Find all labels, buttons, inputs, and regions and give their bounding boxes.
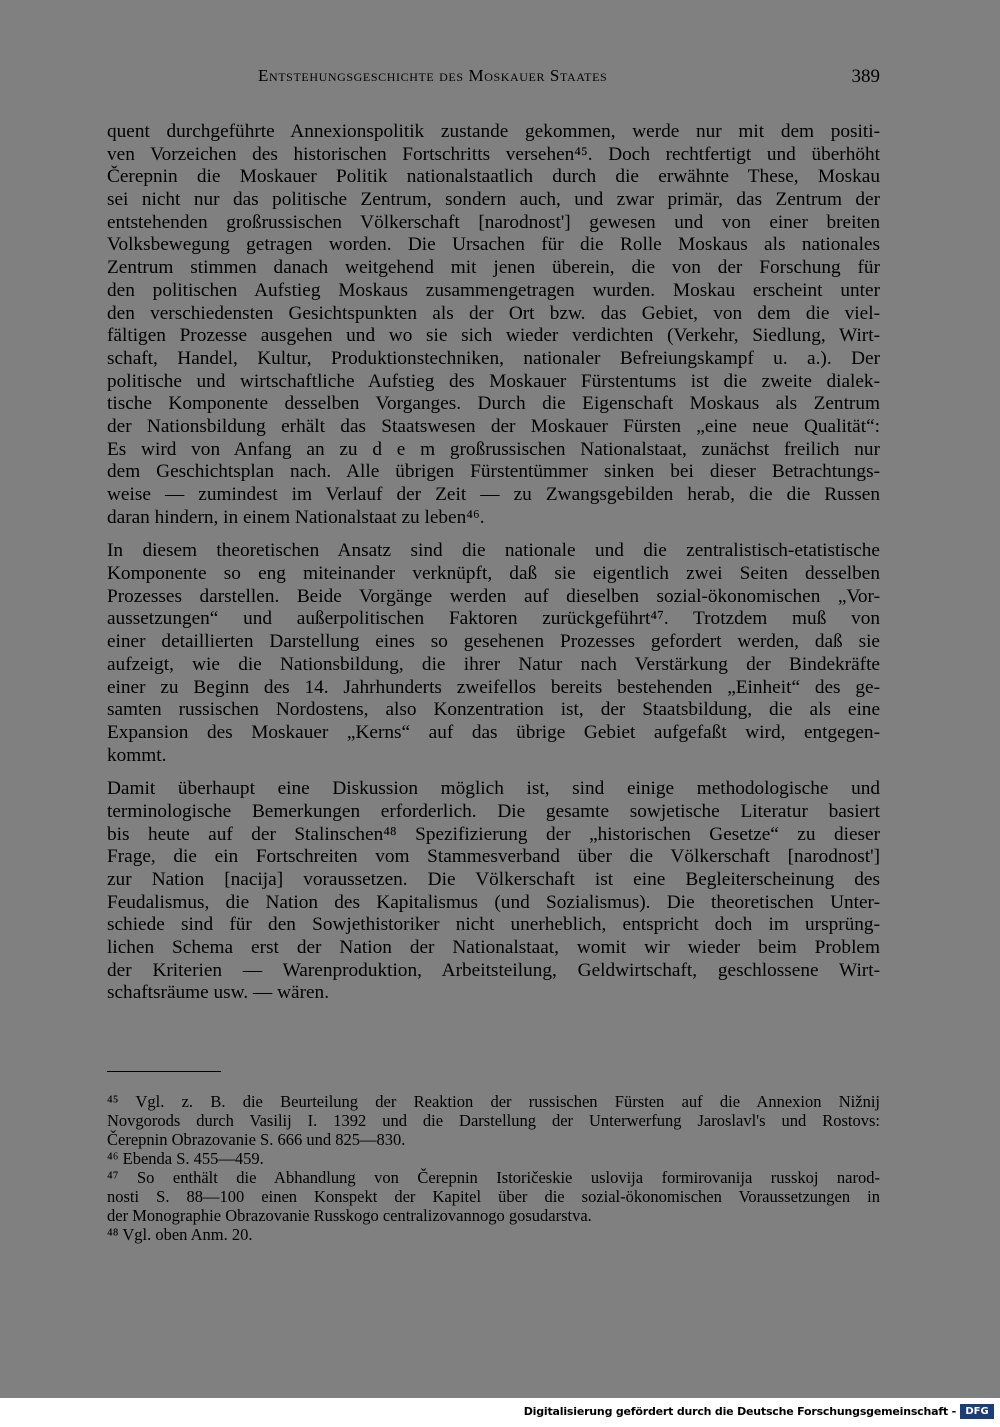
footnote-line: ⁴⁶ Ebenda S. 455—459. (107, 1149, 264, 1168)
text-line: Komponente so eng miteinander verknüpft, daß sie eigentlich zwei Seiten desselben (107, 563, 880, 585)
page-number: 389 (851, 66, 880, 87)
text-line: In diesem theoretischen Ansatz sind die nationale und die zentralistisch-etatistische (107, 540, 880, 562)
text-line: politische und wirtschaftliche Aufstieg des Moskauer Fürstentums ist die zweite dialek- (107, 370, 880, 392)
body-text (107, 121, 880, 1016)
running-header (258, 66, 880, 94)
text-line: terminologische Bemerkungen erforderlich. Die gesamte sowjetische Literatur basiert (107, 800, 880, 822)
text-line: Expansion des Moskauer „Kerns“ auf das übrige Gebiet aufgefaßt wird, entgegen- (107, 721, 880, 743)
text-line: Volksbewegung getragen worden. Die Ursachen für die Rolle Moskaus als nationales (107, 234, 880, 256)
text-line: daran hindern, in einem Nationalstaat zu leben⁴⁶. (107, 506, 485, 528)
footnote-line: der Monographie Obrazovanie Russkogo centralizovannogo gosudarstva. (107, 1206, 592, 1225)
footnote-divider (107, 1071, 221, 1072)
text-line: Frage, die ein Fortschreiten vom Stammesverband über die Völkerschaft [narodnost'] (107, 846, 880, 868)
text-line: fältigen Prozesse ausgehen und wo sie sich wieder verdichten (Verkehr, Siedlung, Wirt- (107, 325, 880, 347)
text-line: quent durchgeführte Annexionspolitik zustande gekommen, werde nur mit dem positi- (107, 121, 880, 142)
text-line: entstehenden großrussischen Völkerschaft [narodnost'] gewesen und von einer breiten (107, 211, 880, 233)
footnote-line: Čerepnin Obrazovanie S. 666 und 825—830. (107, 1130, 406, 1149)
footnote-line: ⁴⁸ Vgl. oben Anm. 20. (107, 1225, 253, 1244)
text-line: zur Nation [nacija] voraussetzen. Die Völkerschaft ist eine Begleiterscheinung des (107, 869, 880, 890)
text-line: Feudalismus, die Nation des Kapitalismus (und Sozialismus). Die theoretischen Unter- (107, 891, 880, 913)
text-line: aussetzungen“ und außerpolitischen Faktoren zurückgeführt⁴⁷. Trotzdem muß von (107, 608, 880, 630)
text-line: kommt. (107, 744, 167, 766)
text-line: bis heute auf der Stalinschen⁴⁸ Spezifizierung der „historischen Gesetze“ zu dieser (107, 823, 880, 845)
text-line: sei nicht nur das politische Zentrum, sondern auch, und zwar primär, das Zentrum der (107, 189, 880, 211)
text-line: Čerepnin die Moskauer Politik nationalstaatlich durch die erwähnte These, Moskau (107, 166, 880, 188)
footnote-line: nosti S. 88—100 einen Konspekt der Kapitel über die sozial-ökonomischen Voraussetzungen in (107, 1187, 880, 1206)
dfg-logo: DFG (960, 1404, 994, 1419)
text-line: lichen Schema erst der Nation der Nationalstaat, womit wir wieder beim Problem (107, 937, 880, 959)
text-line: Damit überhaupt eine Diskussion möglich ist, sind einige methodologische und (107, 778, 880, 800)
text-line: Prozesses darstellen. Beide Vorgänge werden auf dieselben sozial-ökonomischen „Vor- (107, 585, 880, 607)
footer-text: Digitalisierung gefördert durch die Deutsche Forschungsgemeinschaft - (523, 1405, 956, 1418)
footnotes (107, 1092, 880, 1244)
text-line: einer zu Beginn des 14. Jahrhunderts zweifellos bereits bestehenden „Einheit“ des ge- (107, 676, 880, 698)
paragraph (107, 778, 880, 1005)
text-line: dem Geschichtsplan nach. Alle übrigen Fürstentümmer sinken bei dieser Betrachtungs- (107, 461, 880, 483)
text-line: tische Komponente desselben Vorganges. Durch die Eigenschaft Moskaus als Zentrum (107, 393, 880, 415)
running-title: Entstehungsgeschichte des Moskauer Staates (258, 66, 608, 85)
text-line: schaft, Handel, Kultur, Produktionstechniken, nationaler Befreiungskampf u. a.). Der (107, 347, 880, 369)
paragraph (107, 540, 880, 767)
text-line: den verschiedensten Gesichtspunkten als der Ort bzw. das Gebiet, von dem die viel- (107, 302, 880, 324)
footnote-line: Novgorods durch Vasilij I. 1392 und die Darstellung der Unterwerfung Jaroslavl's und Rostovs: (107, 1111, 880, 1130)
text-line: samten russischen Nordostens, also Konzentration ist, der Staatsbildung, die als eine (107, 699, 880, 721)
text-line: den politischen Aufstieg Moskaus zusammengetragen wurden. Moskau erscheint unter (107, 279, 880, 301)
text-line: schaftsräume usw. — wären. (107, 982, 330, 1004)
text-line: weise — zumindest im Verlauf der Zeit — zu Zwangsgebilden herab, die die Russen (107, 484, 880, 505)
footnote-line: ⁴⁷ So enthält die Abhandlung von Čerepnin Istoričeskie uslovija formirovanija russkoj narod- (107, 1168, 880, 1187)
text-line: aufzeigt, wie die Nationsbildung, die ihrer Natur nach Verstärkung der Bindekräfte (107, 653, 880, 675)
text-line: schiede sind für den Sowjethistoriker nicht unerheblich, entspricht doch im ursprüng- (107, 914, 880, 936)
text-line: der Kriterien — Warenproduktion, Arbeitsteilung, Geldwirtschaft, geschlossene Wirt- (107, 959, 880, 981)
footnote-line: ⁴⁵ Vgl. z. B. die Beurteilung der Reaktion der russischen Fürsten auf die Annexion Nižnij (107, 1092, 880, 1111)
text-line: ven Vorzeichen des historischen Fortschritts versehen⁴⁵. Doch rechtfertigt und überhöht (107, 143, 880, 165)
text-line: der Nationsbildung erhält das Staatswesen der Moskauer Fürsten „eine neue Qualität“: (107, 415, 880, 437)
text-line: Zentrum stimmen danach weitgehend mit jenen überein, die von der Forschung für (107, 257, 880, 279)
paragraph (107, 121, 880, 529)
digitization-footer (0, 1398, 1000, 1427)
text-line: einer detaillierten Darstellung eines so gesehenen Prozesses gefordert werden, daß sie (107, 631, 880, 653)
text-line: Es wird von Anfang an zu d e m großrussischen Nationalstaat, zunächst freilich nur (107, 438, 880, 460)
